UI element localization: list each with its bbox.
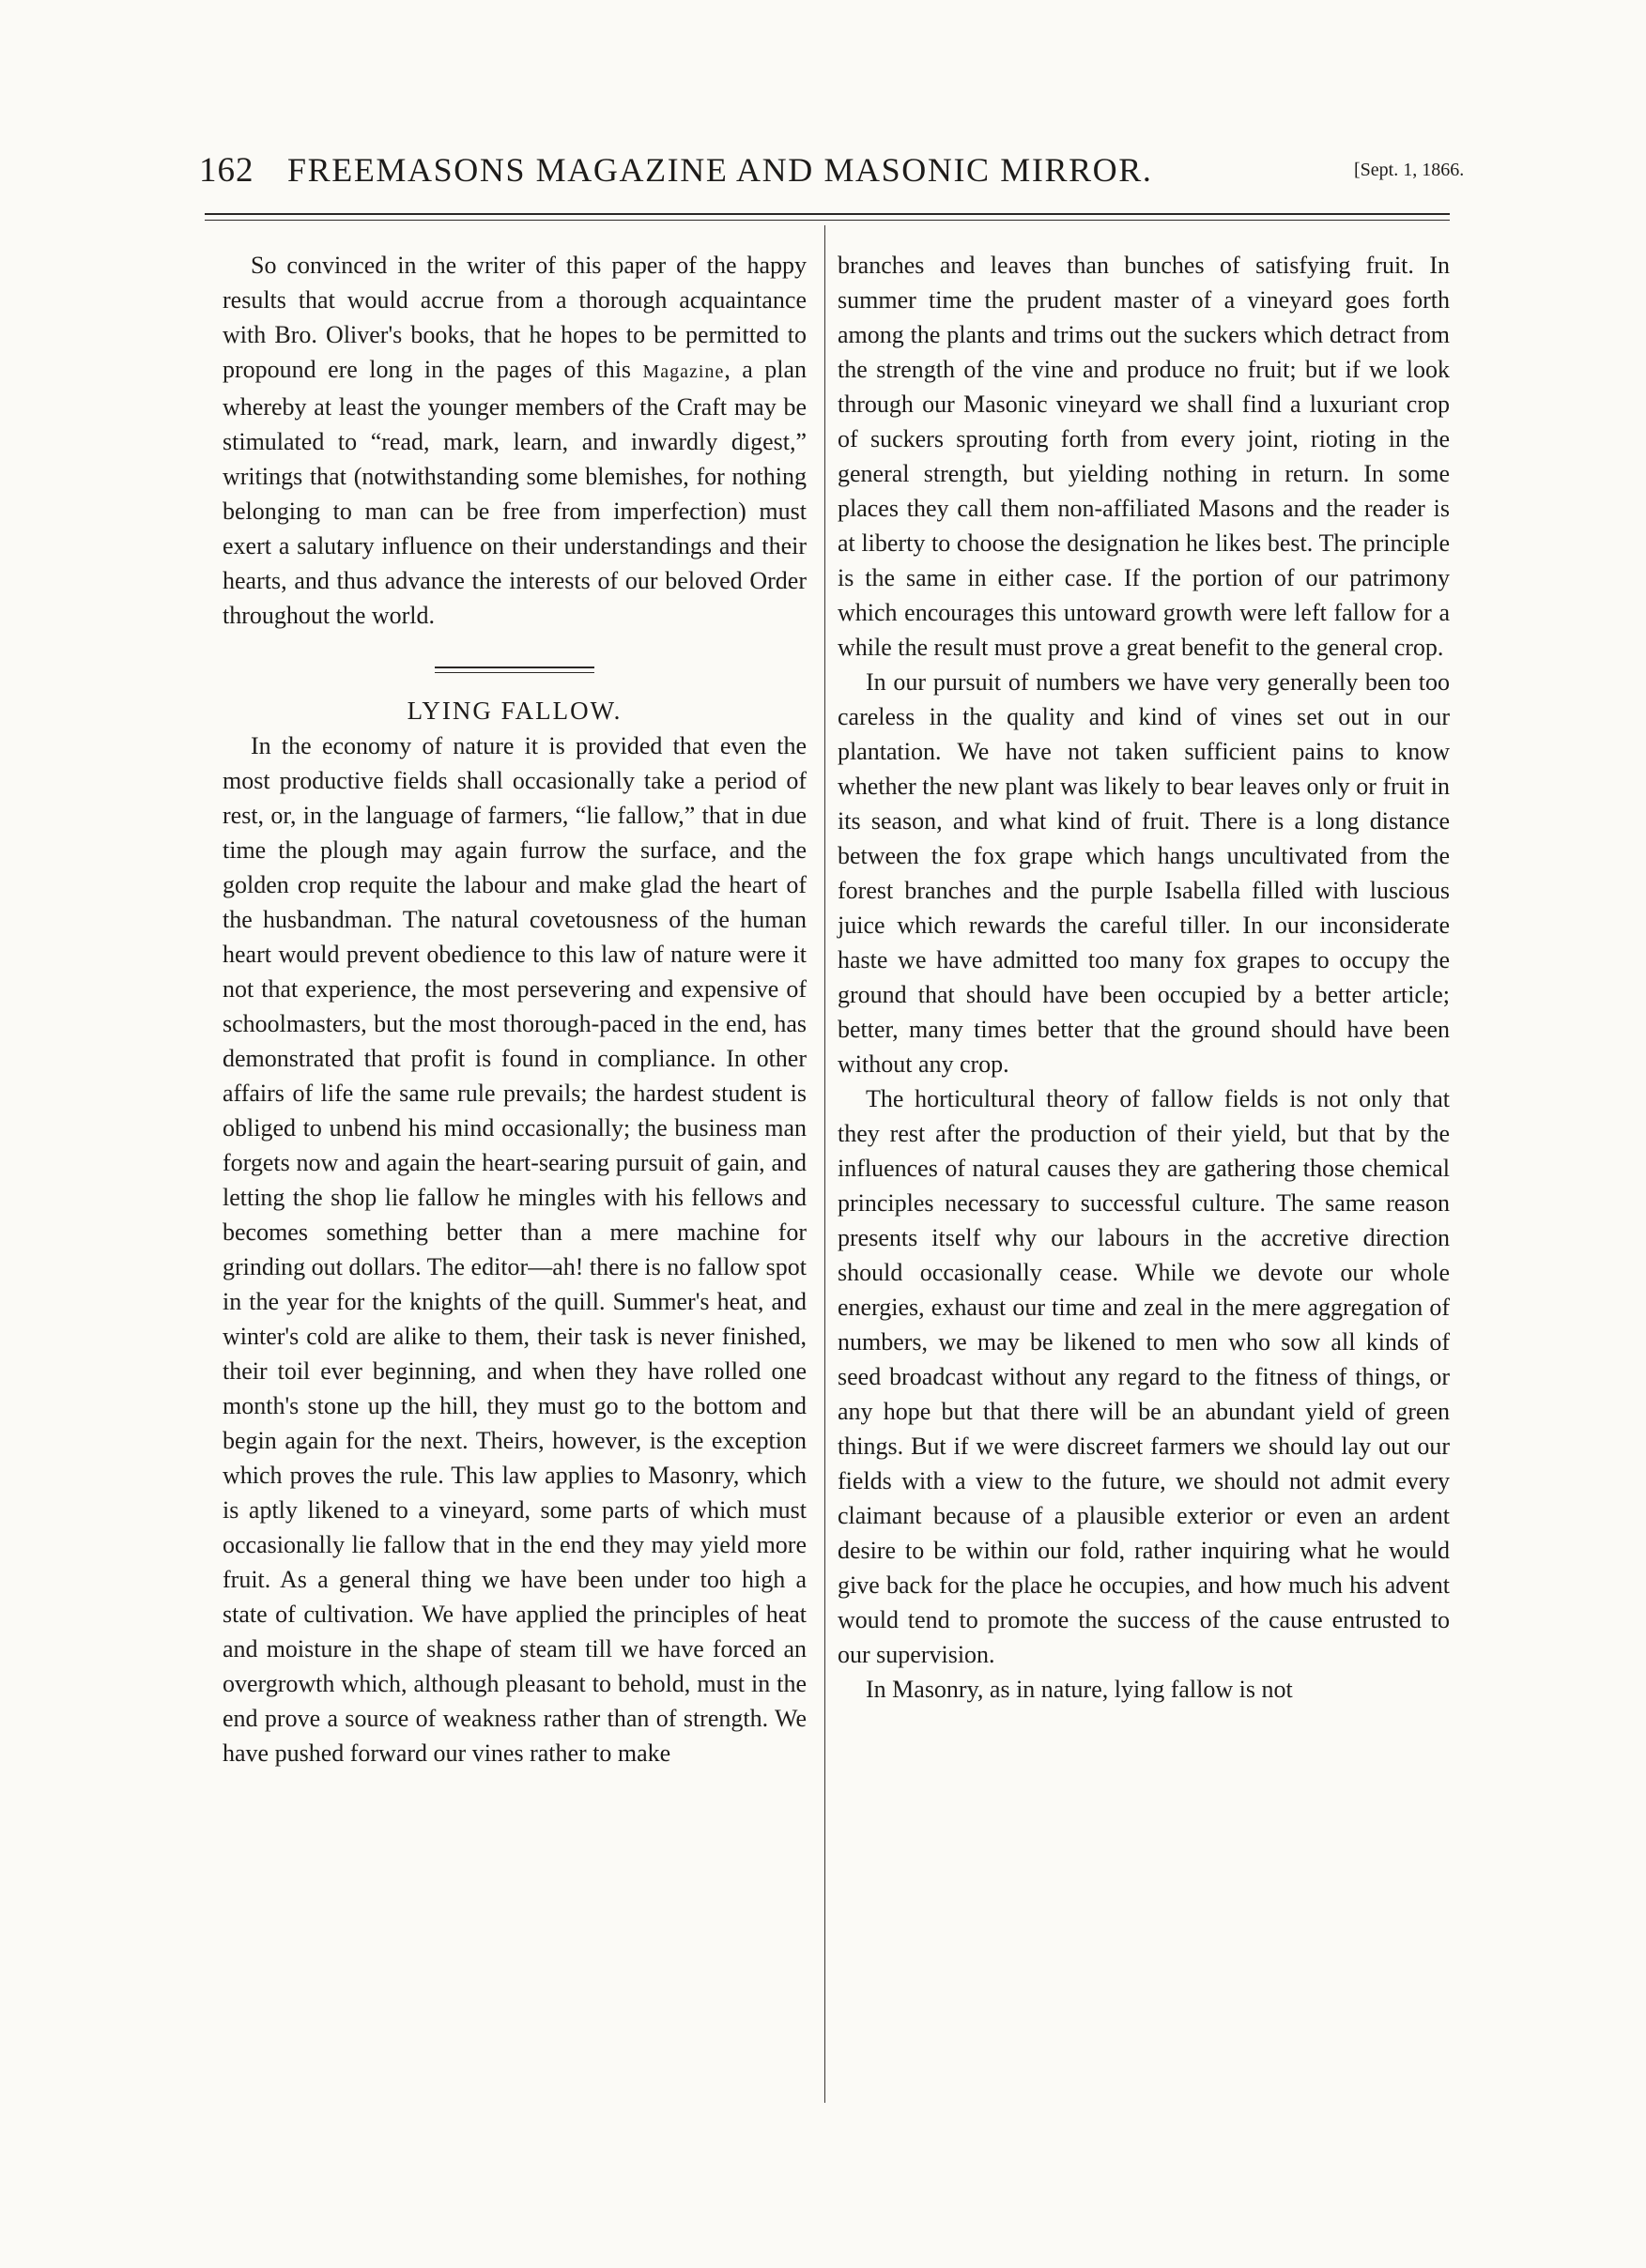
- page-header: [199, 148, 1465, 195]
- header-rule: [205, 213, 1450, 215]
- magazine-smallcaps: Magazine: [642, 361, 725, 382]
- column-divider: [824, 225, 825, 2103]
- issue-date: [Sept. 1, 1866.: [1354, 160, 1465, 180]
- article-paragraph-4: In Masonry, as in nature, lying fallow is not: [866, 1676, 1293, 1703]
- section-separator: [435, 667, 594, 673]
- article-paragraph-1: In the economy of nature it is provided that even the most productive fields shall occasionally take a period of rest, or, in the language of farmers, “lie fallow,” that in due time the plough may again furrow the surface, and the golden crop requite the labour and make glad the heart of the husbandman. The natural covetousness of the human heart would prevent obedience to this law of nature were it not that experience, the most persevering and expensive of schoolmasters, but the most thorough-paced in the end, has demonstrated that profit is found in compliance. In other affairs of life the same rule prevails; the hardest student is obliged to unbend his mind occasionally; the business man forgets now and again the heart-searing pursuit of gain, and letting the shop lie fallow he mingles with his fellows and becomes something better than a mere machine for grinding out dollars. The editor—ah! there is no fallow spot in the year for the knights of the quill. Summer's heat, and winter's cold are alike to them, their task is never finished, their toil ever beginning, and when they have rolled one month's stone up the hill, they must go to the bottom and begin again for the next. Theirs, however, is the exception which proves the rule. This law applies to Masonry, which is aptly likened to a vineyard, some parts of which must occasionally lie fallow that in the end they may yield more fruit. As a general thing we have been under too high a state of cultivation. We have applied the principles of heat and moisture in the shape of steam till we have forced an overgrowth which, although pleasant to behold, must in the end prove a source of weakness rather than of strength. We have pushed forward our vines rather to make: [223, 732, 807, 1767]
- closing-paragraph-continued: , a plan whereby at least the younger members of the Craft may be stimulated to “read, mark, learn, and inwardly digest,” writings that (notwithstanding some blemishes, for nothing belonging to man can be free from imperfection) must exert a salutary influence on their understandings and their hearts, and thus advance the interests of our beloved Order throughout the world.: [223, 356, 807, 629]
- article-paragraph-2: In our pursuit of numbers we have very generally been too careless in the quality and kind of vines set out in our plantation. We have not taken sufficient pains to know whether the new plant was likely to bear leaves only or fruit in its season, and what kind of fruit. There is a long distance between the fox grape which hangs uncultivated from the forest branches and the purple Isabella filled with luscious juice which rewards the careful tiller. In our inconsiderate haste we have admitted too many fox grapes to occupy the ground that should have been occupied by a better article; better, many times better that the ground should have been without any crop.: [838, 668, 1450, 1078]
- right-column: [838, 248, 1450, 1707]
- article-paragraph-continued: branches and leaves than bunches of satisfying fruit. In summer time the prudent master of a vineyard goes forth among the plants and trims out the suckers which detract from the strength of the vine and produce no fruit; but if we look through our Masonic vineyard we shall find a luxuriant crop of suckers sprouting forth from every joint, rioting in the general strength, but yielding nothing in return. In some places they call them non-affiliated Masons and the reader is at liberty to choose the designation he likes best. The principle is the same in either case. If the portion of our patrimony which encourages this untoward growth were left fallow for a while the result must prove a great benefit to the general crop.: [838, 252, 1450, 661]
- article-title: LYING FALLOW.: [407, 697, 623, 725]
- article-paragraph-3: The horticultural theory of fallow fields is not only that they rest after the production of their yield, but that by the influences of natural causes they are gathering those chemical principles necessary to successful culture. The same reason presents itself why our labours in the accretive direction should occasionally cease. While we devote our whole energies, exhaust our time and zeal in the mere aggregation of numbers, we may be likened to men who sow all kinds of seed broadcast without any regard to the fitness of things, or any hope but that there will be an abundant yield of green things. But if we were discreet farmers we should lay out our fields with a view to the future, we should not admit every claimant because of a plausible exterior or even an ardent desire to be within our fold, rather inquiring what he would give back for the place he occupies, and how much his advent would tend to promote the success of the cause entrusted to our supervision.: [838, 1085, 1450, 1668]
- magazine-title: FREEMASONS MAGAZINE AND MASONIC MIRROR.: [287, 151, 1153, 189]
- page-number: 162: [199, 151, 254, 190]
- closing-paragraph-text: So convinced in the writer of this paper of the happy results that would accrue from a thorough acquaintance with Bro. Oliver's books, that he hopes to be permitted to propound ere long in the pages of this: [223, 252, 807, 383]
- closing-paragraph: [223, 248, 807, 633]
- header-rule-thin: [205, 220, 1450, 221]
- left-column: [223, 248, 807, 1770]
